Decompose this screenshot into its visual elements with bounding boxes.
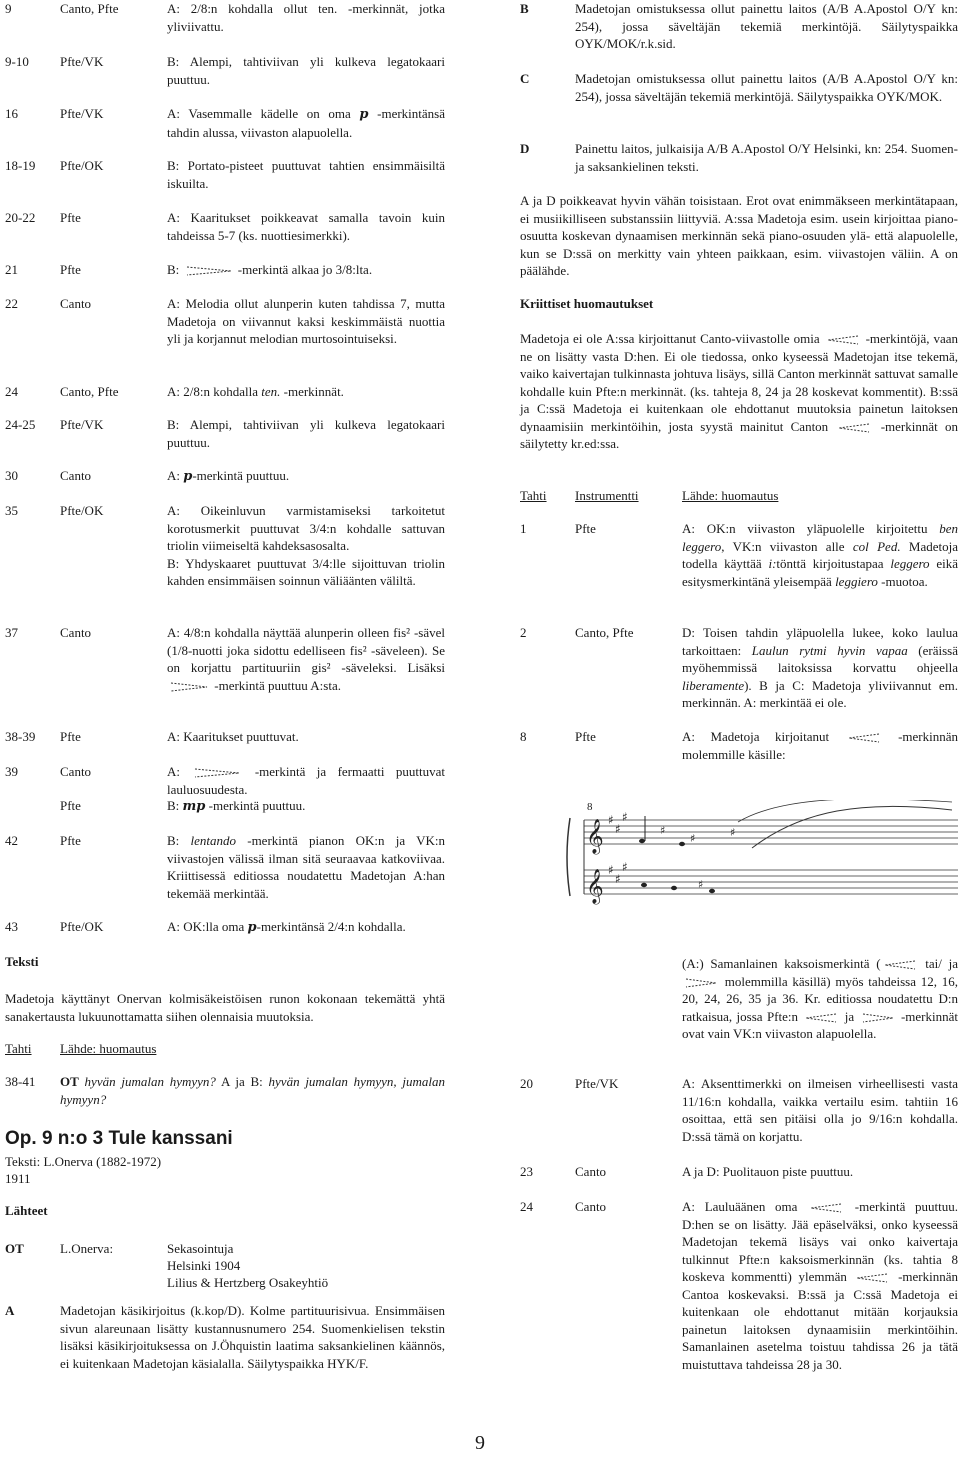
note-text: A: Kaaritukset poikkeavat samalla tavoin kuin tahdeissa 5-7 (ks. nuottiesimerkki). — [167, 210, 445, 243]
note-text-italic: col Ped. — [852, 538, 901, 554]
instrument: Canto — [575, 1164, 607, 1179]
source-description: Madetojan käsikirjoitus (k.kop/D). Kolme partituurisivua. Ensimmäisen sivun alareunaan lisätty kustannusnumero 254. Suomenkielisen tekstin lisäksi käsikirjoituksessa on J.Öhquistin laatima saksankielinen käännös, ei kuitenkaan Madetojan käsialalla. Säilytyspaikka HYK/F. — [60, 1303, 445, 1371]
instrument: Pfte/VK — [575, 1076, 619, 1091]
instrument: Pfte — [575, 521, 596, 536]
teksti-paragraph: Madetoja käyttänyt Onervan kolmisäkeistöisen runon kokonaan tekemättä yhtä sanakertausta lukuunottamatta siihen olennaisia muutoksia. — [5, 991, 445, 1024]
note-text-part: -merkinnät. — [280, 384, 344, 399]
svg-text:♯: ♯ — [615, 822, 621, 836]
note-text: A ja D: Puolitauon piste puuttuu. — [682, 1164, 854, 1179]
note-text-part: ). B ja C: Madetoja yliviivannut em. merkinnän. A: merkintää ei ole. — [682, 677, 958, 711]
diminuendo-hairpin-icon — [169, 682, 209, 692]
bar-number: 38-39 — [5, 729, 36, 744]
bar-number: 37 — [5, 625, 18, 640]
instrument: Canto — [60, 625, 92, 640]
source-key: B — [520, 1, 529, 16]
svg-text:♯: ♯ — [730, 826, 736, 839]
svg-text:♯: ♯ — [608, 813, 614, 827]
source-description: Painettu laitos, julkaisija A/B A.Apostol O/Y Helsinki, kn: 254. Suomen- ja saksankielinen teksti. — [575, 141, 958, 174]
instrument: Pfte — [60, 210, 81, 225]
critical-notes-paragraph — [520, 330, 958, 453]
bar-number: 8 — [520, 729, 527, 744]
dynamic-marking: p — [359, 107, 369, 122]
note-text — [682, 728, 958, 763]
svg-text:♯: ♯ — [622, 860, 628, 874]
teksti-header-bar: Tahti — [5, 1041, 32, 1056]
bar-number: 2 — [520, 625, 527, 640]
bar-number: 24-25 — [5, 417, 36, 432]
note-text — [167, 105, 445, 141]
instrument: Pfte/VK — [60, 417, 104, 432]
note-text-part: Madetoja todella käyttää — [682, 538, 959, 572]
note-text-part: (A:) Samanlainen kaksoismerkintä ( — [682, 956, 881, 971]
source-line: Sekasointuja — [167, 1241, 234, 1256]
note-text-italic: i: — [768, 556, 777, 572]
crescendo-hairpin-icon — [855, 1273, 889, 1283]
note-text — [167, 832, 445, 902]
bar-number: 24 — [520, 1199, 533, 1214]
note-text-part: -merkintä puuttuu A:sta. — [211, 677, 341, 693]
diminuendo-hairpin-icon — [193, 768, 241, 778]
note-text: B: Alempi, tahtiviivan yli kulkeva legatokaari puuttuu. — [167, 417, 445, 450]
note-text — [682, 520, 958, 590]
bar-number: 9 — [5, 1, 12, 16]
teksti-heading: Teksti — [5, 954, 39, 969]
bar-number: 22 — [5, 296, 18, 311]
diminuendo-hairpin-icon — [861, 1013, 895, 1023]
table-header-bar: Tahti — [520, 488, 547, 503]
note-text-part: A: 4/8:n kohdalla näyttää alunperin olleen fis² -sävel (1/8-nuotti joka sidottu edelliseen fis² -säveleen). Se on korjattu partituuriin gis² -säveleksi. Lisäksi — [167, 625, 445, 676]
score-example-image — [562, 800, 958, 910]
note-text — [167, 383, 445, 401]
instrument: Pfte/OK — [60, 503, 104, 518]
note-text-part: -merkintä pianon OK:n ja VK:n viivastojen välissä ilman sitä seuraavaa katkoviivaa. Kriittisessä editiossa noudatettu Madetojan A:han tekemää merkintää. — [167, 833, 445, 901]
slur-icon — [752, 806, 952, 848]
dynamic-marking: p — [247, 920, 257, 935]
crescendo-hairpin-icon — [847, 733, 881, 743]
note-text-part: molemmilla käsillä) myös tahdeissa 12, 16, 20, 24, 26, 35 ja 36. Kr. editiossa noudatettu D:n ratkaisua, jossa Pfte:n — [682, 973, 958, 1024]
note-text: A: Aksenttimerkki on ilmeisen virheellisesti vasta 11/16:n kohdalla, vaikka vertailu esim. tahtiin 16 osoittaa, että sen pitäisi olla jo 9/16:n kohdalla. D:ssä tämä on korjattu. — [682, 1076, 958, 1144]
note-text-italic: lentando — [190, 833, 237, 848]
text-part: A ja B: — [215, 1074, 269, 1089]
source-author: L.Onerva: — [60, 1241, 114, 1256]
bar-number: 24 — [5, 384, 18, 399]
note-text-part: -merkintä puuttuu. D:hen se on lisätty. Jää epäselväksi, onko kyseessä Madetojan tekemä lisäys vai onko kaivertaja tulkinnut Pfte:n kaksoismerkinnän (ks. tahtia 8 koskeva kommentti) ylemmän — [682, 1199, 959, 1285]
lower-staff — [584, 870, 958, 894]
note-text-part: -merkinnän molemmille käsille: — [682, 729, 958, 762]
source-key: OT — [5, 1241, 24, 1256]
source-key: D — [520, 141, 530, 156]
svg-text:♯: ♯ — [622, 810, 628, 824]
text-variant: hyvän jumalan hymyyn, jumalan hymyyn? — [60, 1074, 445, 1107]
instrument: Canto — [60, 764, 92, 779]
instrument: Canto — [60, 296, 92, 311]
instrument: Pfte — [575, 729, 596, 744]
paragraph-part: Madetoja ei ole A:ssa kirjoittanut Canto-viivastolle omia — [520, 331, 824, 346]
crescendo-hairpin-icon — [809, 1203, 843, 1213]
note-text: A: Melodia ollut alunperin kuten tahdissa 7, mutta Madetoja on viivannut kaksi keskimmäistä nuottia yli ja korjannut melodian murtosointuiseksi. — [167, 296, 445, 347]
critical-notes-heading: Kriittiset huomautukset — [520, 296, 654, 311]
note-text — [167, 624, 445, 694]
work-year: 1911 — [5, 1171, 31, 1186]
treble-clef-icon: 𝄞 — [586, 869, 604, 904]
text-variant: hyvän jumalan hymyyn? — [78, 1074, 216, 1089]
source-description: Madetojan omistuksessa ollut painettu laitos (A/B A.Apostol O/Y kn: 254), jossa säveltäjän tekemiä merkintöjä. Säilytyspaikka OYK/MOK/r.k.sid. — [575, 1, 958, 52]
bar-number: 38-41 — [5, 1074, 36, 1089]
instrument: Pfte — [60, 729, 81, 744]
teksti-row-text — [60, 1073, 445, 1108]
note-text-part: A: Oikeinluvun varmistamiseksi tarkoitetut korotusmerkit puuttuvat 3/4:n kohdalle sattuvan triolin viimeiseltä kahdeksasosalta. — [167, 503, 445, 554]
note-text: A: 2/8:n kohdalla ollut ten. -merkinnät, jotka yliviivattu. — [167, 1, 445, 34]
note-text-part: tai/ ja — [918, 956, 958, 971]
note-text-part: tönttä kirjoitustapaa — [776, 556, 891, 572]
instrument: Pfte/VK — [60, 54, 104, 69]
paragraph-part: -merkinnät on säilytetty kr.ed:ssa. — [520, 418, 958, 452]
work-text-author: Teksti: L.Onerva (1882-1972) — [5, 1154, 162, 1169]
note-text-italic: leggero — [890, 556, 930, 572]
table-header-source: Lähde: huomautus — [682, 488, 779, 503]
note-text — [167, 797, 445, 816]
bar-number: 20 — [520, 1076, 533, 1091]
page-number: 9 — [475, 1432, 485, 1454]
note-text-part: -merkinnät ovat vain VK:n viivaston alapuolella. — [682, 1008, 958, 1042]
note-text-part: (eräissä myöhemmissä laitoksissa korvattu ohjeella — [682, 642, 958, 676]
svg-text:♯: ♯ — [698, 878, 704, 891]
instrument: Pfte — [60, 833, 81, 848]
crescendo-hairpin-icon — [804, 1013, 838, 1023]
note-text-part: B: — [167, 798, 183, 813]
instrument: Pfte/OK — [60, 158, 104, 173]
bar-number: 39 — [5, 764, 18, 779]
key-signature — [608, 810, 628, 886]
note-text-part: -merkintänsä tahdin alussa, viivaston alapuolella. — [167, 106, 445, 140]
note-text: B: Alempi, tahtiviivan yli kulkeva legatokaari puuttuu. — [167, 54, 445, 87]
source-key: A — [5, 1303, 15, 1318]
bar-number: 16 — [5, 106, 18, 121]
note-text-italic: ben leggero — [682, 521, 958, 554]
instrument: Pfte — [60, 262, 81, 277]
note-text — [167, 763, 445, 798]
note-text — [682, 1198, 958, 1373]
svg-text:♯: ♯ — [615, 872, 621, 886]
slur-icon — [738, 800, 952, 822]
note-text-part: A: OK:lla oma — [167, 919, 248, 934]
svg-text:♯: ♯ — [690, 832, 696, 845]
note-text-part: , VK:n viivaston alle — [721, 538, 853, 554]
note-text-italic: Laulun rytmi hyvin vapaa — [751, 642, 908, 658]
dynamic-marking: p — [183, 469, 193, 484]
table-header-instrument: Instrumentti — [575, 488, 639, 503]
svg-text:♯: ♯ — [660, 824, 666, 837]
note-text — [682, 624, 958, 712]
instrument: Canto, Pfte — [60, 1, 119, 16]
paragraph-part: -merkintöjä, vaan ne on lisätty vasta D:hen. Ei ole tiedossa, onko kyseessä Madetojan itse tekemä, vaiko kaivertajan tulkinnasta johtuva lisäys, sillä Canton merkinnät sattuvat samalle kohdalle kuin Pfte:n merkinnät. (ks. tahteja 8, 24 ja 28 koskevat kommentit). B:ssä ja C:ssä Madetoja ei kuitenkaan ole ehdottanut muutoksia painetun laitoksen dynaamisiin merkintöihin, josta syystä mainitut Canton — [520, 331, 958, 434]
instrument: Canto, Pfte — [60, 384, 119, 399]
note-text — [167, 918, 445, 937]
note-text-italic: liberamente — [682, 677, 745, 693]
note-text-part: A: Vasemmalle kädelle on oma — [167, 106, 360, 121]
bar-number: 23 — [520, 1164, 533, 1179]
note-text-part: eikä esitysmerkintänä yleisempää — [682, 556, 958, 589]
note-text-part: -muotoa. — [877, 573, 928, 589]
work-title: Op. 9 n:o 3 Tule kanssani — [5, 1128, 233, 1149]
note-text-part: -merkinnän Cantoa koskevaksi. B:ssä ja C:ssä Madetoja ei kuitenkaan ole ehdottanut mitään korjauksia painetun laitoksen dynaamisiin merkintöihin. Samanlainen asetelma toistuu tahdissa 26 ja tätä muistuttava tahdeissa 28 ja 30. — [682, 1269, 958, 1372]
bar-number: 35 — [5, 503, 18, 518]
sources-comparison-paragraph: A ja D poikkeavat hyvin vähän toisistaan. Erot ovat enimmäkseen merkintätapaan, ei musiikilliseen substanssiin liittyviä. A:ssa Madetoja esim. usein kirjoittaa piano-osuutta koskevan dynaamisen merkinnän sekä piano-osuuden ylä- että alapuolelle, kun se D:ssä on merkitty vain yhteen paikkaan, esim. viivastojen väliin. A on päälähde. — [520, 193, 958, 279]
note-text-part: A: 2/8:n kohdalla — [167, 384, 262, 399]
note-text-part: A: OK:n viivaston yläpuolelle kirjoitettu — [682, 521, 940, 536]
teksti-header-source: Lähde: huomautus — [60, 1041, 157, 1056]
brace-icon — [567, 818, 570, 896]
bar-number: 9-10 — [5, 54, 29, 69]
sources-heading: Lähteet — [5, 1203, 48, 1218]
note-text-part: -merkintä puuttuu. — [192, 468, 290, 483]
note-text — [167, 467, 445, 486]
note-text-part: B: Yhdyskaaret puuttuvat 3/4:lle sijoittuvan triolin kahden ensimmäisen soinnun väliäänten väliltä. — [167, 555, 445, 589]
bar-number: 42 — [5, 833, 18, 848]
source-key: C — [520, 71, 530, 86]
crescendo-hairpin-icon — [883, 960, 917, 970]
diminuendo-hairpin-icon — [684, 978, 718, 988]
instrument: Canto — [575, 1199, 607, 1214]
bar-number: 43 — [5, 919, 18, 934]
note-text-part: -merkintä puuttuu. — [205, 798, 306, 813]
diminuendo-hairpin-icon — [185, 266, 233, 276]
note-text-italic: leggiero — [835, 573, 878, 589]
note-text — [682, 955, 958, 1043]
note-text-part: B: — [167, 833, 191, 848]
source-description: Madetojan omistuksessa ollut painettu laitos (A/B A.Apostol O/Y kn: 254), jossa säveltäjän tekemiä merkintöjä. Säilytyspaikka OYK/MOK. — [575, 71, 958, 104]
source-line: Helsinki 1904 — [167, 1258, 241, 1273]
note-text: A: Kaaritukset puuttuvat. — [167, 729, 299, 744]
note-text-part: -merkintä alkaa jo 3/8:lta. — [234, 262, 373, 277]
note-text-part: ja — [840, 1008, 859, 1024]
bar-number: 18-19 — [5, 158, 36, 173]
crescendo-hairpin-icon — [826, 335, 860, 345]
note-text — [167, 502, 445, 590]
instrument: Canto — [60, 468, 92, 483]
note-text-part: -merkintänsä 2/4:n kohdalla. — [256, 919, 406, 934]
note-text-part: A: — [167, 468, 184, 483]
note-text-part: -merkintä ja fermaatti puuttuvat lauluosuudesta. — [167, 764, 446, 797]
source-line: Lilius & Hertzberg Osakeyhtiö — [167, 1275, 329, 1290]
instrument: Canto, Pfte — [575, 625, 634, 640]
dynamic-marking: mp — [182, 799, 206, 814]
bar-number: 30 — [5, 468, 18, 483]
note-text-part: A: — [167, 764, 192, 779]
note-text-part: D: Toisen tahdin yläpuolella lukee, koko laulua tarkoittaen: — [682, 625, 958, 658]
bar-number: 20-22 — [5, 210, 36, 225]
treble-clef-icon: 𝄞 — [586, 819, 604, 854]
svg-text:♯: ♯ — [608, 863, 614, 877]
note-text — [167, 261, 445, 279]
source-key: OT — [60, 1074, 79, 1089]
bar-number: 21 — [5, 262, 18, 277]
instrument: Pfte — [60, 798, 81, 813]
note-text-part: A: Madetoja kirjoitanut — [682, 729, 845, 744]
note-text: B: Portato-pisteet puuttuvat tahtien ensimmäisiltä iskuilta. — [167, 158, 445, 191]
note-text-italic: ten. — [261, 384, 281, 399]
instrument: Pfte/OK — [60, 919, 104, 934]
score-bar-number: 8 — [587, 801, 593, 813]
crescendo-hairpin-icon — [837, 423, 871, 433]
note-text-part: A: Lauluäänen oma — [682, 1199, 808, 1214]
instrument: Pfte/VK — [60, 106, 104, 121]
bar-number: 1 — [520, 521, 527, 536]
note-text-part: B: — [167, 262, 183, 277]
